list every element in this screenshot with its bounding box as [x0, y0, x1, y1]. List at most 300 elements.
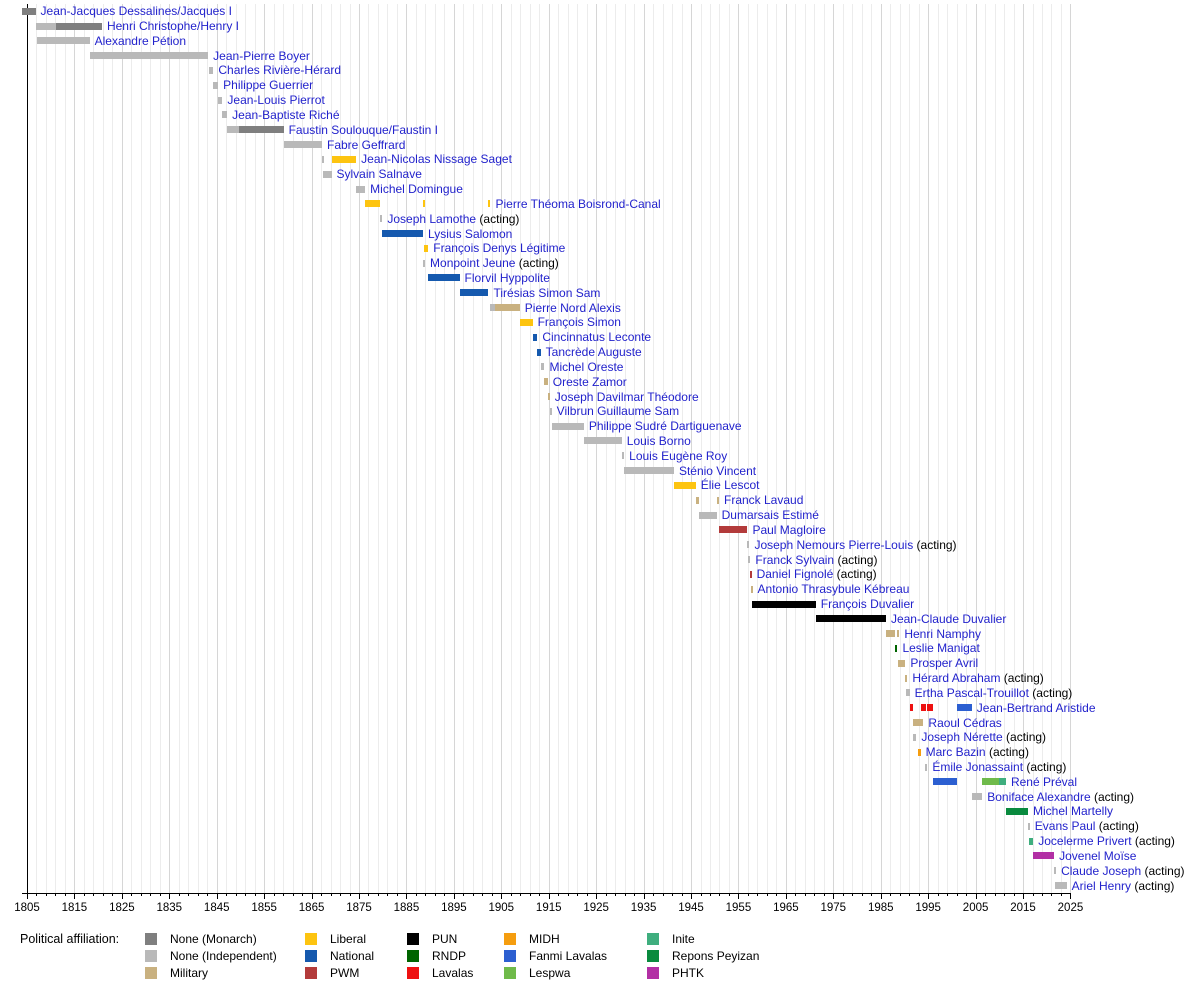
timeline-bar-segment: [423, 200, 425, 207]
grid-line-minor: [824, 4, 825, 893]
legend-swatch: [305, 967, 317, 979]
leader-name[interactable]: Fabre Geffrard: [327, 137, 406, 152]
legend-swatch: [647, 933, 659, 945]
acting-suffix: (acting): [1131, 878, 1175, 893]
leader-name[interactable]: Ertha Pascal-Trouillot: [914, 685, 1029, 700]
leader-name-label[interactable]: [538, 314, 621, 330]
leader-name[interactable]: Dumarsais Estimé: [721, 508, 819, 523]
leader-name-label[interactable]: [107, 18, 239, 34]
grid-line-decade: [122, 4, 123, 893]
grid-line-minor: [577, 4, 578, 893]
leader-name[interactable]: Alexandre Pétion: [94, 33, 186, 48]
leader-name-label[interactable]: [755, 552, 877, 568]
grid-line-minor: [188, 4, 189, 893]
grid-line-minor: [568, 4, 569, 893]
timeline-bar-segment: [717, 497, 719, 504]
leader-name[interactable]: Faustin Soulouque/Faustin I: [288, 122, 439, 137]
timeline-bar-segment: [90, 52, 209, 59]
leader-name-label[interactable]: [987, 789, 1134, 805]
x-axis-year-label: 1825: [109, 902, 135, 914]
leader-name[interactable]: Sylvain Salnave: [336, 167, 422, 182]
grid-line-minor: [473, 4, 474, 893]
leader-name[interactable]: Evans Paul: [1034, 819, 1096, 834]
leader-name-label[interactable]: [553, 374, 627, 390]
leader-name-label[interactable]: [1061, 863, 1184, 879]
grid-line-minor: [141, 4, 142, 893]
leader-name-label[interactable]: [757, 566, 877, 582]
leader-name[interactable]: Marc Bazin: [925, 745, 986, 760]
leader-name[interactable]: Lysius Salomon: [428, 226, 513, 241]
leader-name[interactable]: Jocelerme Privert: [1038, 834, 1132, 849]
timeline-bar-segment: [495, 304, 520, 311]
legend-swatch: [305, 950, 317, 962]
timeline-bar-segment: [895, 645, 897, 652]
grid-line-minor: [463, 4, 464, 893]
acting-suffix: (acting): [1090, 789, 1134, 804]
timeline-bar-segment: [918, 749, 921, 756]
leader-name[interactable]: Prosper Avril: [910, 656, 979, 671]
leader-name-label[interactable]: [629, 448, 727, 464]
timeline-bar-segment: [921, 704, 926, 711]
leader-name-label[interactable]: [1038, 833, 1175, 849]
timeline-bar-segment: [365, 200, 380, 207]
grid-line-minor: [852, 4, 853, 893]
timeline-bar-segment: [222, 111, 227, 118]
leader-name[interactable]: Vilbrun Guillaume Sam: [556, 404, 680, 419]
leader-name-label[interactable]: [754, 537, 956, 553]
leader-name[interactable]: Émile Jonassaint: [932, 760, 1024, 775]
legend-swatch: [305, 933, 317, 945]
grid-line-minor: [93, 4, 94, 893]
grid-line-decade: [27, 4, 28, 893]
grid-line-minor: [103, 4, 104, 893]
acting-suffix: (acting): [515, 256, 559, 271]
leader-name-label[interactable]: [752, 522, 825, 538]
timeline-bar-segment: [488, 200, 490, 207]
timeline-bar-segment: [898, 660, 905, 667]
timeline-bar-segment: [239, 126, 284, 133]
timeline-bar-segment: [1054, 867, 1056, 874]
leader-name[interactable]: René Préval: [1010, 774, 1077, 789]
leader-name-label[interactable]: [1059, 848, 1136, 864]
leader-name-label[interactable]: [701, 477, 760, 493]
timeline-bar-segment: [913, 734, 916, 741]
leader-name-label[interactable]: [921, 729, 1046, 745]
leader-name[interactable]: Jean-Baptiste Riché: [232, 107, 340, 122]
timeline-bar-segment: [927, 704, 933, 711]
leader-name[interactable]: François Simon: [537, 315, 621, 330]
leader-name[interactable]: Henri Namphy: [904, 626, 982, 641]
leader-name[interactable]: François Denys Légitime: [433, 241, 566, 256]
leader-name[interactable]: Henri Christophe/Henry I: [106, 19, 239, 34]
leader-name[interactable]: François Duvalier: [820, 597, 915, 611]
leader-name-label[interactable]: [758, 581, 910, 597]
leader-name[interactable]: Daniel Fignolé: [756, 567, 834, 582]
leader-name-label[interactable]: [912, 670, 1043, 686]
leader-name-label[interactable]: [387, 211, 519, 227]
leader-name-label[interactable]: [430, 255, 559, 271]
grid-line-minor: [245, 4, 246, 893]
timeline-bar-segment: [1033, 852, 1054, 859]
timeline-bar-segment: [1029, 838, 1034, 845]
leader-name[interactable]: Jovenel Moïse: [1059, 848, 1137, 863]
timeline-bar-segment: [541, 363, 545, 370]
timeline-bar-segment: [886, 630, 895, 637]
leader-name-label[interactable]: [493, 285, 600, 301]
x-axis-year-label: 2005: [962, 902, 989, 914]
legend-swatch: [407, 933, 419, 945]
grid-line-decade: [596, 4, 597, 893]
grid-line-minor: [606, 4, 607, 893]
grid-line-decade: [454, 4, 455, 893]
leader-name[interactable]: Ariel Henry: [1071, 878, 1132, 893]
grid-line-minor: [112, 4, 113, 893]
grid-line-minor: [814, 4, 815, 893]
grid-line-minor: [65, 4, 66, 893]
leader-name[interactable]: Joseph Nemours Pierre-Louis: [754, 537, 914, 552]
grid-line-minor: [615, 4, 616, 893]
timeline-bar-segment: [982, 778, 999, 785]
x-axis-year-label: 2025: [1057, 902, 1084, 914]
leader-name[interactable]: Jean-Nicolas Nissage Saget: [361, 152, 512, 167]
leader-name-label[interactable]: [910, 655, 978, 671]
leader-name-label[interactable]: [232, 107, 339, 123]
grid-line-minor: [767, 4, 768, 893]
grid-line-minor: [862, 4, 863, 893]
leader-name[interactable]: Monpoint Jeune: [430, 256, 516, 271]
grid-line-decade: [881, 4, 882, 893]
timeline-bar-segment: [322, 156, 324, 163]
grid-line-minor: [482, 4, 483, 893]
leader-name[interactable]: Jean-Claude Duvalier: [890, 611, 1007, 626]
x-axis-year-label: 1965: [773, 902, 799, 914]
grid-line-minor: [511, 4, 512, 893]
leader-name-label[interactable]: [370, 181, 463, 197]
legend-item-label: PHTK: [672, 965, 705, 980]
x-axis-year-label: 1875: [346, 902, 372, 914]
leader-name[interactable]: Joseph Davilmar Théodore: [554, 389, 699, 404]
leader-name-label[interactable]: [213, 48, 310, 64]
legend-item-label: PWM: [330, 965, 360, 980]
grid-line-minor: [207, 4, 208, 893]
timeline-bar-segment: [622, 452, 624, 459]
timeline-bar-segment: [424, 245, 428, 252]
grid-line-minor: [444, 4, 445, 893]
leader-name-label[interactable]: [932, 759, 1066, 775]
acting-suffix: (acting): [476, 211, 520, 226]
timeline-bar-segment: [552, 423, 584, 430]
grid-line-minor: [757, 4, 758, 893]
timeline-bar-segment: [544, 378, 547, 385]
grid-line-minor: [131, 4, 132, 893]
grid-line-minor: [625, 4, 626, 893]
grid-line-minor: [520, 4, 521, 893]
timeline-bar-segment: [227, 126, 239, 133]
grid-line-minor: [795, 4, 796, 893]
leader-name[interactable]: Louis Eugène Roy: [629, 448, 728, 463]
grid-line-minor: [900, 4, 901, 893]
grid-line-minor: [179, 4, 180, 893]
x-axis-line: [22, 893, 1071, 894]
grid-line-minor: [539, 4, 540, 893]
timeline-bar-segment: [218, 97, 222, 104]
leader-name-label[interactable]: [679, 463, 756, 479]
grid-line-minor: [909, 4, 910, 893]
legend-item-label: National: [330, 948, 375, 963]
leader-name-label[interactable]: [428, 226, 512, 242]
leader-name-label[interactable]: [495, 196, 660, 212]
leader-name[interactable]: Charles Rivière-Hérard: [218, 63, 342, 78]
leader-name[interactable]: Philippe Sudré Dartiguenave: [588, 419, 742, 434]
leader-name[interactable]: Tancrède Auguste: [545, 345, 642, 360]
leader-name-label[interactable]: [465, 270, 550, 286]
leader-name-label[interactable]: [546, 344, 642, 360]
grid-line-minor: [46, 4, 47, 893]
timeline-bar-segment: [323, 171, 331, 178]
x-axis-year-label: 1855: [251, 902, 277, 914]
leader-name-label[interactable]: [361, 151, 512, 167]
acting-suffix: (acting): [1141, 863, 1185, 878]
leader-name-label[interactable]: [902, 640, 979, 656]
leader-name[interactable]: Louis Borno: [626, 433, 691, 448]
timeline-bar-segment: [533, 334, 538, 341]
acting-suffix: (acting): [1131, 834, 1175, 849]
timeline-bar-segment: [22, 8, 35, 15]
leader-name-label[interactable]: [1035, 818, 1139, 834]
leader-name-label[interactable]: [891, 611, 1006, 627]
timeline-bar-segment: [972, 793, 982, 800]
x-axis-year-label: 2015: [1010, 902, 1036, 914]
x-axis-year-label: 1835: [156, 902, 183, 914]
leader-name-label[interactable]: [589, 418, 742, 434]
leader-name[interactable]: Michel Oreste: [549, 359, 624, 374]
timeline-bar-segment: [37, 37, 89, 44]
leader-name[interactable]: Hérard Abraham: [912, 671, 1001, 686]
leader-name[interactable]: Jean-Bertrand Aristide: [976, 700, 1096, 715]
leader-name[interactable]: Franck Sylvain: [755, 552, 835, 567]
leader-name[interactable]: Sténio Vincent: [678, 463, 757, 478]
legend-item-label: MIDH: [529, 932, 560, 946]
x-axis-year-label: 1935: [630, 902, 657, 914]
legend-item-label: None (Monarch): [170, 932, 257, 946]
leader-name[interactable]: Philippe Guerrier: [223, 78, 314, 93]
leader-name-label[interactable]: [337, 166, 422, 182]
grid-line-decade: [786, 4, 787, 893]
acting-suffix: (acting): [1028, 685, 1073, 700]
x-axis-year-label: 1955: [725, 902, 752, 914]
grid-line-minor: [84, 4, 85, 893]
legend-swatch: [145, 933, 157, 945]
leader-name[interactable]: Joseph Lamothe: [387, 211, 477, 226]
grid-line-minor: [150, 4, 151, 893]
leader-name-label[interactable]: [915, 685, 1073, 701]
timeline-bar-segment: [674, 482, 696, 489]
leader-name-label[interactable]: [289, 122, 438, 138]
x-axis-year-label: 1975: [820, 902, 847, 914]
grid-line-minor: [198, 4, 199, 893]
timeline-bar-segment: [751, 586, 753, 593]
grid-line-minor: [776, 4, 777, 893]
legend-swatch: [145, 967, 157, 979]
legend-item-label: Fanmi Lavalas: [529, 948, 608, 963]
timeline-bar-segment: [752, 601, 816, 608]
acting-suffix: (acting): [1095, 819, 1139, 834]
grid-line-decade: [74, 4, 75, 893]
timeline-bar-segment: [423, 260, 425, 267]
leader-name[interactable]: Joseph Nérette: [921, 730, 1003, 745]
leader-name[interactable]: Pierre Nord Alexis: [524, 300, 621, 315]
grid-line-minor: [748, 4, 749, 893]
timeline-bar-segment: [428, 274, 459, 281]
legend-item-label: Military: [170, 965, 208, 980]
timeline-bar-segment: [548, 393, 550, 400]
grid-line-minor: [843, 4, 844, 893]
legend-swatch: [647, 950, 659, 962]
grid-line-decade: [501, 4, 502, 893]
timeline-bar-segment: [999, 778, 1006, 785]
leader-name-label[interactable]: [821, 596, 914, 612]
timeline-bar-segment: [332, 156, 356, 163]
timeline-bar-segment: [816, 615, 886, 622]
leader-name[interactable]: Boniface Alexandre: [987, 789, 1091, 804]
acting-suffix: (acting): [1023, 760, 1067, 775]
legend-item-label: Liberal: [330, 932, 367, 946]
legend-item-label: Lespwa: [529, 965, 571, 980]
grid-line-minor: [226, 4, 227, 893]
leader-name-label[interactable]: [1033, 803, 1113, 819]
leader-name-label[interactable]: [549, 359, 623, 375]
legend-swatch: [407, 950, 419, 962]
acting-suffix: (acting): [913, 537, 957, 552]
leader-name[interactable]: Jean-Louis Pierrot: [227, 93, 325, 108]
leader-name[interactable]: Pierre Théoma Boisrond-Canal: [495, 196, 661, 211]
grid-line-minor: [805, 4, 806, 893]
leader-name[interactable]: Florvil Hyppolite: [464, 270, 550, 285]
grid-line-decade: [217, 4, 218, 893]
leader-name-label[interactable]: [525, 300, 621, 316]
x-axis-year-label: 1925: [583, 902, 609, 914]
leader-name-label[interactable]: [218, 62, 341, 78]
legend-swatch: [407, 967, 419, 979]
grid-line-minor: [530, 4, 531, 893]
x-axis-year-label: 1845: [203, 902, 230, 914]
leader-name-label[interactable]: [1011, 774, 1077, 790]
legend-item-label: Repons Peyizan: [672, 948, 760, 963]
acting-suffix: (acting): [985, 745, 1029, 760]
grid-line-minor: [919, 4, 920, 893]
legend-swatch: [504, 967, 516, 979]
leader-name[interactable]: Paul Magloire: [752, 522, 826, 537]
legend-swatch: [504, 950, 516, 962]
x-axis-year-label: 1915: [535, 902, 562, 914]
timeline-bar-segment: [209, 67, 214, 74]
legend-item-label: PUN: [432, 932, 458, 946]
acting-suffix: (acting): [833, 567, 877, 582]
leader-name-label[interactable]: [327, 137, 405, 153]
legend-swatch: [504, 933, 516, 945]
leader-name[interactable]: Leslie Manigat: [902, 641, 980, 656]
timeline-bar-segment: [56, 23, 102, 30]
leader-name-label[interactable]: [928, 715, 1001, 731]
leader-name-label[interactable]: [722, 507, 819, 523]
leader-name-label[interactable]: [227, 92, 324, 108]
leader-name-label[interactable]: [433, 240, 565, 256]
grid-line-minor: [160, 4, 161, 893]
timeline-bar-segment: [284, 141, 322, 148]
leader-name[interactable]: Élie Lescot: [700, 478, 760, 493]
leader-name-label[interactable]: [926, 744, 1029, 760]
legend-item-label: None (Independent): [170, 948, 277, 963]
x-axis-year-label: 1885: [393, 902, 420, 914]
acting-suffix: (acting): [1002, 730, 1047, 745]
leader-name-label[interactable]: [977, 700, 1096, 716]
legend-swatch: [145, 950, 157, 962]
grid-line-minor: [55, 4, 56, 893]
leader-name[interactable]: Antonio Thrasybule Kébreau: [757, 582, 910, 597]
timeline-bar-segment: [699, 512, 717, 519]
timeline-bar-segment: [1006, 808, 1028, 815]
leader-name-label[interactable]: [542, 329, 651, 345]
timeline-bar-segment: [36, 23, 56, 30]
leader-name-label[interactable]: [557, 403, 680, 419]
leader-name-label[interactable]: [1072, 878, 1175, 894]
leader-name-label[interactable]: [627, 433, 691, 449]
leader-name[interactable]: Michel Martelly: [1033, 804, 1114, 819]
leader-name-label[interactable]: [724, 492, 803, 508]
timeline-bar-segment: [913, 719, 924, 726]
x-axis-year-label: 1995: [915, 902, 941, 914]
leader-name[interactable]: Cincinnatus Leconte: [542, 330, 652, 345]
grid-line-decade: [549, 4, 550, 893]
timeline-bar-segment: [520, 319, 533, 326]
leader-name-label[interactable]: [555, 389, 699, 405]
timeline-bar-segment: [897, 630, 899, 637]
x-axis-year-label: 1805: [14, 902, 40, 914]
timeline-bar-segment: [750, 571, 752, 578]
leader-name[interactable]: Raoul Cédras: [928, 715, 1002, 730]
leader-name[interactable]: Jean-Jacques Dessalines/Jacques I: [40, 4, 232, 19]
leader-name-label[interactable]: [41, 3, 232, 19]
timeline-bar-segment: [747, 541, 749, 548]
grid-line-minor: [587, 4, 588, 893]
leader-name[interactable]: Oreste Zamor: [552, 374, 627, 389]
timeline-bar-segment: [1028, 823, 1030, 830]
timeline-bar-segment: [1055, 882, 1067, 889]
leader-name[interactable]: Jean-Pierre Boyer: [213, 48, 310, 63]
leader-name-label[interactable]: [95, 33, 186, 49]
leader-name-label[interactable]: [223, 77, 313, 93]
timeline-bar-segment: [380, 215, 382, 222]
grid-line-minor: [492, 4, 493, 893]
leader-name[interactable]: Michel Domingue: [370, 182, 463, 197]
timeline-bar-segment: [382, 230, 423, 237]
timeline-bar-segment: [925, 764, 927, 771]
grid-line-decade: [833, 4, 834, 893]
timeline-bar-segment: [957, 704, 972, 711]
timeline-bar-segment: [213, 82, 218, 89]
leader-name[interactable]: Franck Lavaud: [724, 493, 804, 508]
grid-line-minor: [283, 4, 284, 893]
leader-name[interactable]: Tirésias Simon Sam: [493, 285, 601, 300]
leader-name-label[interactable]: [904, 626, 981, 642]
legend-item-label: Inite: [672, 932, 695, 946]
grid-line-decade: [738, 4, 739, 893]
leader-name[interactable]: Claude Joseph: [1061, 863, 1142, 878]
grid-line-decade: [264, 4, 265, 893]
grid-line-decade: [169, 4, 170, 893]
grid-line-minor: [36, 4, 37, 893]
x-axis-year-label: 1905: [488, 902, 515, 914]
